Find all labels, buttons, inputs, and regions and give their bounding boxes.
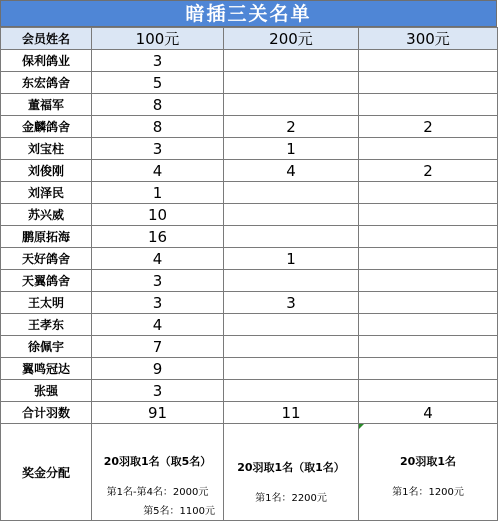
member-table	[0, 27, 498, 521]
table-row	[1, 182, 498, 204]
cell-300[interactable]	[359, 358, 498, 380]
cell-100[interactable]: 3	[92, 50, 224, 72]
member-name-cell[interactable]: 王太明	[1, 292, 92, 314]
prize-100-line2: 第5名：1100元	[143, 506, 215, 517]
cell-100[interactable]: 9	[92, 358, 224, 380]
cell-100[interactable]: 3	[92, 270, 224, 292]
member-name-cell[interactable]: 鹏原拓海	[1, 226, 92, 248]
cell-200[interactable]	[224, 182, 359, 204]
table-row	[1, 358, 498, 380]
table-row	[1, 270, 498, 292]
member-name-cell[interactable]: 保利鸽业	[1, 50, 92, 72]
member-name-cell[interactable]: 刘宝柱	[1, 138, 92, 160]
table-row	[1, 160, 498, 182]
cell-200[interactable]	[224, 72, 359, 94]
header-member-name[interactable]: 会员姓名	[1, 28, 92, 50]
cell-300[interactable]	[359, 248, 498, 270]
table-row	[1, 226, 498, 248]
prize-200[interactable]	[224, 424, 359, 521]
cell-300[interactable]	[359, 336, 498, 358]
cell-200[interactable]: 2	[224, 116, 359, 138]
cell-300[interactable]	[359, 204, 498, 226]
cell-200[interactable]: 1	[224, 248, 359, 270]
cell-300[interactable]: 2	[359, 160, 498, 182]
cell-100[interactable]: 16	[92, 226, 224, 248]
prize-300-line1: 第1名：1200元	[392, 487, 464, 498]
table-row	[1, 204, 498, 226]
prize-100-line1: 第1名-第4名：2000元	[106, 487, 209, 498]
cell-100[interactable]: 10	[92, 204, 224, 226]
cell-100[interactable]: 8	[92, 116, 224, 138]
cell-200[interactable]	[224, 226, 359, 248]
member-name-cell[interactable]: 刘泽民	[1, 182, 92, 204]
cell-100[interactable]: 4	[92, 314, 224, 336]
member-name-cell[interactable]: 王孝东	[1, 314, 92, 336]
member-name-cell[interactable]: 董福军	[1, 94, 92, 116]
cell-100[interactable]: 3	[92, 380, 224, 402]
cell-100[interactable]: 4	[92, 248, 224, 270]
cell-300[interactable]	[359, 380, 498, 402]
cell-200[interactable]: 3	[224, 292, 359, 314]
cell-200[interactable]	[224, 50, 359, 72]
cell-200[interactable]	[224, 270, 359, 292]
cell-200[interactable]: 4	[224, 160, 359, 182]
prize-100[interactable]	[92, 424, 224, 521]
cell-300[interactable]	[359, 270, 498, 292]
comment-indicator-icon	[359, 424, 364, 429]
cell-300[interactable]	[359, 314, 498, 336]
cell-200[interactable]	[224, 358, 359, 380]
total-100[interactable]: 91	[92, 402, 224, 424]
table-row	[1, 94, 498, 116]
cell-300[interactable]	[359, 94, 498, 116]
member-name-cell[interactable]: 东宏鸽舍	[1, 72, 92, 94]
cell-100[interactable]: 5	[92, 72, 224, 94]
total-200[interactable]: 11	[224, 402, 359, 424]
header-100[interactable]: 100元	[92, 28, 224, 50]
cell-300[interactable]	[359, 182, 498, 204]
cell-100[interactable]: 1	[92, 182, 224, 204]
member-name-cell[interactable]: 苏兴威	[1, 204, 92, 226]
cell-300[interactable]	[359, 292, 498, 314]
cell-300[interactable]	[359, 226, 498, 248]
member-name-cell[interactable]: 天翼鸽舍	[1, 270, 92, 292]
prize-300[interactable]	[359, 424, 498, 521]
cell-200[interactable]	[224, 94, 359, 116]
cell-300[interactable]	[359, 138, 498, 160]
table-row	[1, 138, 498, 160]
cell-100[interactable]: 3	[92, 292, 224, 314]
member-name-cell[interactable]: 天好鸽舍	[1, 248, 92, 270]
prize-200-line1: 第1名：2200元	[255, 493, 327, 504]
cell-300[interactable]	[359, 72, 498, 94]
prize-200-head: 20羽取1名（取1名）	[237, 461, 345, 474]
prize-row	[1, 424, 498, 521]
cell-300[interactable]: 2	[359, 116, 498, 138]
cell-200[interactable]	[224, 204, 359, 226]
member-name-cell[interactable]: 金麟鸽舍	[1, 116, 92, 138]
cell-200[interactable]	[224, 380, 359, 402]
prize-label[interactable]: 奖金分配	[1, 424, 92, 521]
member-name-cell[interactable]: 徐佩宇	[1, 336, 92, 358]
table-row	[1, 50, 498, 72]
table-row	[1, 292, 498, 314]
total-label[interactable]: 合计羽数	[1, 402, 92, 424]
member-name-cell[interactable]: 刘俊刚	[1, 160, 92, 182]
table-row	[1, 380, 498, 402]
cell-100[interactable]: 8	[92, 94, 224, 116]
cell-200[interactable]: 1	[224, 138, 359, 160]
cell-200[interactable]	[224, 336, 359, 358]
cell-100[interactable]: 7	[92, 336, 224, 358]
sheet-title[interactable]: 暗插三关名单	[0, 0, 497, 27]
table-row	[1, 336, 498, 358]
total-300[interactable]: 4	[359, 402, 498, 424]
table-row	[1, 314, 498, 336]
cell-200[interactable]	[224, 314, 359, 336]
header-200[interactable]: 200元	[224, 28, 359, 50]
cell-300[interactable]	[359, 50, 498, 72]
table-row	[1, 72, 498, 94]
total-row	[1, 402, 498, 424]
header-300[interactable]: 300元	[359, 28, 498, 50]
cell-100[interactable]: 4	[92, 160, 224, 182]
table-row	[1, 116, 498, 138]
prize-100-head: 20羽取1名（取5名）	[103, 455, 212, 468]
prize-300-head: 20羽取1名	[400, 455, 456, 468]
member-name-cell[interactable]: 张强	[1, 380, 92, 402]
member-name-cell[interactable]: 翼鸣冠达	[1, 358, 92, 380]
table-row	[1, 248, 498, 270]
cell-100[interactable]: 3	[92, 138, 224, 160]
header-row	[1, 28, 498, 50]
